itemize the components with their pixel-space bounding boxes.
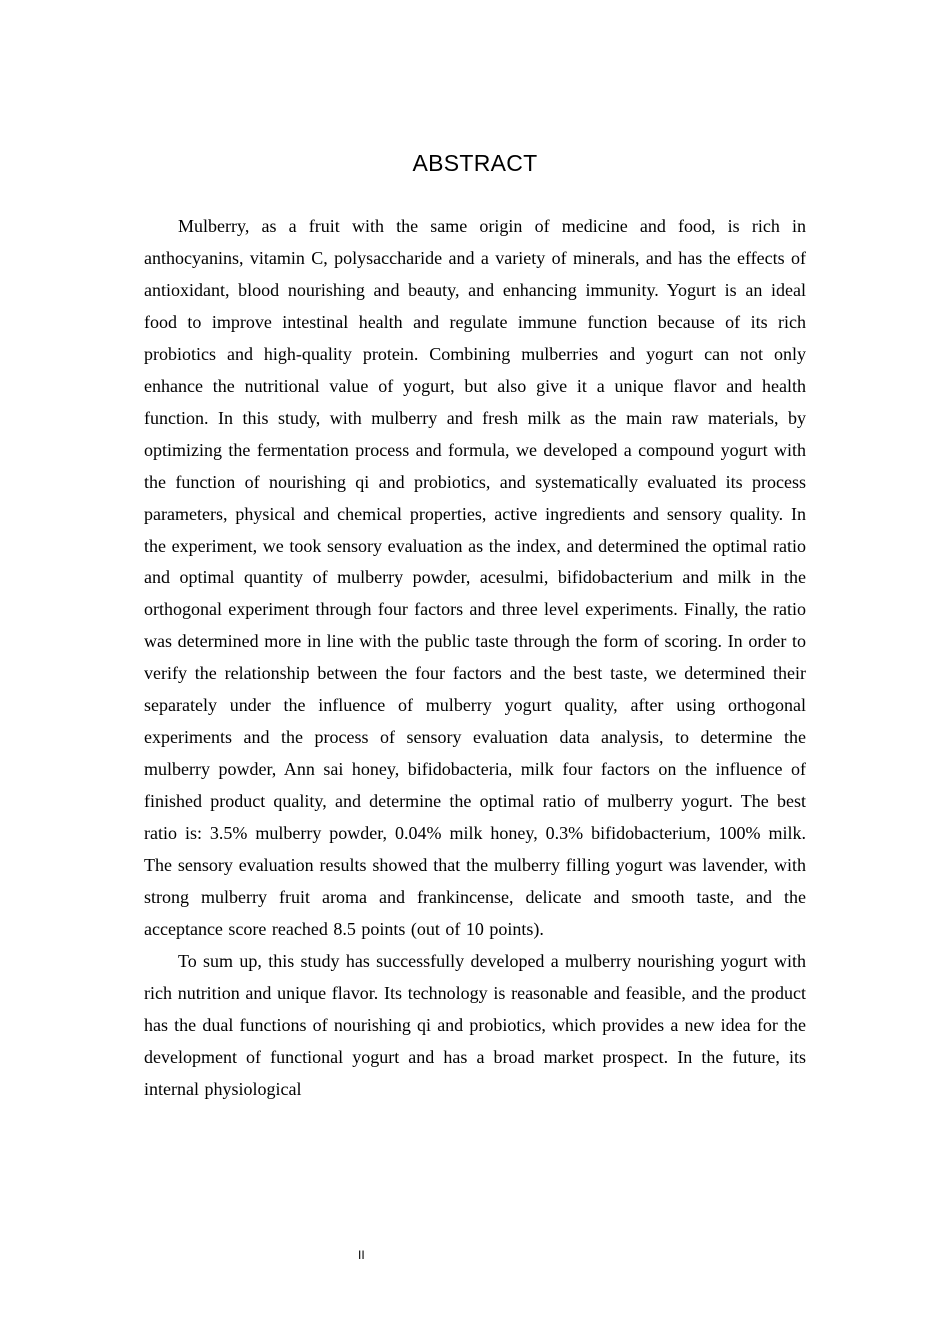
page-number: II	[358, 1248, 365, 1262]
abstract-paragraph-2: To sum up, this study has successfully developed a mulberry nourishing yogurt with rich nutrition and unique flavor. Its technology is reasonable and feasible, and the product has the dual functions of nourishing qi and probiotics, which provides a new idea for the development of functional yogurt and has a broad market prospect. In the future, its internal physiological	[144, 950, 806, 1099]
abstract-body	[144, 211, 806, 1106]
abstract-paragraph-1: Mulberry, as a fruit with the same origin of medicine and food, is rich in anthocyanins, vitamin C, polysaccharide and a variety of minerals, and has the effects of antioxidant, blood nourishing and beauty, and enhancing immunity. Yogurt is an ideal food to improve intestinal health and regulate immune function because of its rich probiotics and high-quality protein. Combining mulberries and yogurt can not only enhance the nutritional value of yogurt, but also give it a unique flavor and health function. In this study, with mulberry and fresh milk as the main raw materials, by optimizing the fermentation process and formula, we developed a compound yogurt with the function of nourishing qi and probiotics, and systematically evaluated its process parameters, physical and chemical properties, active ingredients and sensory quality. In the experiment, we took sensory evaluation as the index, and determined the optimal ratio and optimal quantity of mulberry powder, acesulmi, bifidobacterium and milk in the orthogonal experiment through four factors and three level experiments. Finally, the ratio was determined more in line with the public taste through the form of scoring. In order to verify the relationship between the four factors and the best taste, we determined their separately under the influence of mulberry yogurt quality, after using orthogonal experiments and the process of sensory evaluation data analysis, to determine the mulberry powder, Ann sai honey, bifidobacteria, milk four factors on the influence of finished product quality, and determine the optimal ratio of mulberry yogurt. The best ratio is: 3.5% mulberry powder, 0.04% milk honey, 0.3% bifidobacterium, 100% milk. The sensory evaluation results showed that the mulberry filling yogurt was lavender, with strong mulberry fruit aroma and frankincense, delicate and smooth taste, and the acceptance score reached 8.5 points (out of 10 points).	[144, 216, 806, 939]
abstract-heading: ABSTRACT	[412, 150, 538, 176]
